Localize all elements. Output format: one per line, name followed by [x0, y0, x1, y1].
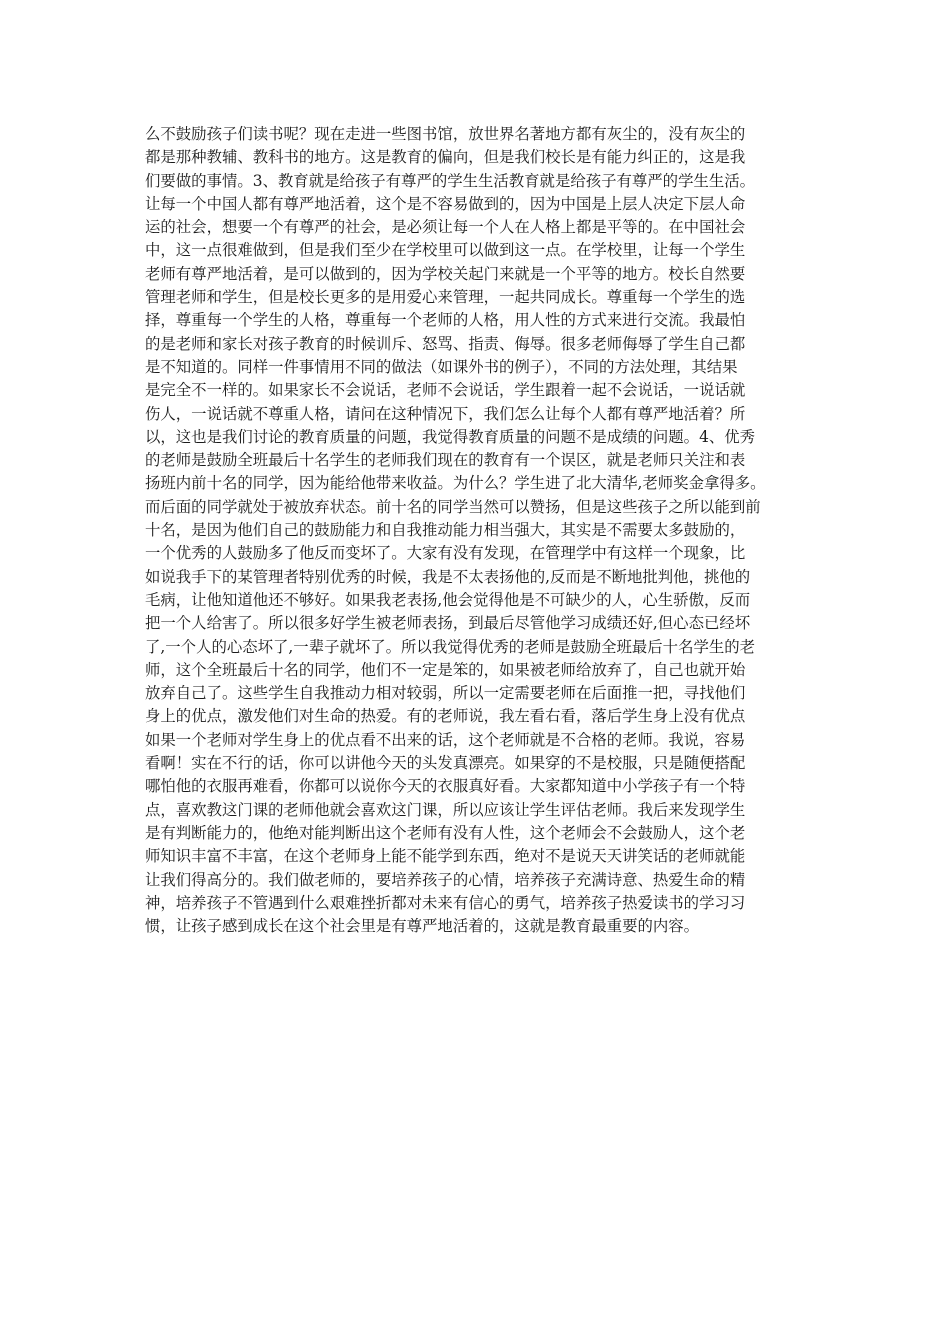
- text-line: 点，喜欢教这门课的老师他就会喜欢这门课，所以应该让学生评估老师。我后来发现学生: [145, 800, 746, 819]
- text-line: 师，这个全班最后十名的同学，他们不一定是笨的，如果被老师给放弃了，自己也就开始: [145, 660, 746, 679]
- body-text: [145, 123, 810, 938]
- text-line: 了,一个人的心态坏了,一辈子就坏了。所以我觉得优秀的老师是鼓励全班最后十名学生的老: [145, 637, 756, 656]
- text-line: 十名，是因为他们自己的鼓励能力和自我推动能力相当强大，其实是不需要太多鼓励的，: [145, 521, 746, 540]
- text-line: 身上的优点，激发他们对生命的热爱。有的老师说，我左看右看，落后学生身上没有优点: [145, 707, 746, 726]
- text-line: 放弃自己了。这些学生自我推动力相对较弱，所以一定需要老师在后面推一把，寻找他们: [145, 684, 746, 703]
- text-line: 们要做的事情。3、教育就是给孩子有尊严的学生生活教育就是给孩子有尊严的学生生活。: [145, 171, 756, 190]
- text-line: 扬班内前十名的同学，因为能给他带来收益。为什么？学生进了北大清华,老师奖金拿得多。: [145, 474, 766, 493]
- text-line: 把一个人给害了。所以很多好学生被老师表扬，到最后尽管他学习成绩还好,但心态已经坏: [145, 614, 751, 633]
- text-line: 伤人，一说话就不尊重人格，请问在这种情况下，我们怎么让每个人都有尊严地活着？所: [145, 404, 746, 423]
- text-line: 是有判断能力的，他绝对能判断出这个老师有没有人性，这个老师会不会鼓励人，这个老: [145, 823, 746, 842]
- text-line: 以，这也是我们讨论的教育质量的问题，我觉得教育质量的问题不是成绩的问题。4、优秀: [145, 427, 756, 446]
- text-line: 如说我手下的某管理者特别优秀的时候，我是不太表扬他的,反而是不断地批判他，挑他的: [145, 567, 751, 586]
- text-line: 如果一个老师对学生身上的优点看不出来的话，这个老师就是不合格的老师。我说，容易: [145, 730, 746, 749]
- text-line: 运的社会，想要一个有尊严的社会，是必须让每一个人在人格上都是平等的。在中国社会: [145, 218, 746, 237]
- text-line: 都是那种教辅、教科书的地方。这是教育的偏向，但是我们校长是有能力纠正的，这是我: [145, 148, 746, 167]
- text-line: 让每一个中国人都有尊严地活着，这个是不容易做到的，因为中国是上层人决定下层人命: [145, 194, 746, 213]
- text-line: 师知识丰富不丰富，在这个老师身上能不能学到东西，绝对不是说天天讲笑话的老师就能: [145, 847, 746, 866]
- text-line: 毛病，让他知道他还不够好。如果我老表扬,他会觉得他是不可缺少的人，心生骄傲，反而: [145, 590, 751, 609]
- text-line: 老师有尊严地活着，是可以做到的，因为学校关起门来就是一个平等的地方。校长自然要: [145, 264, 746, 283]
- text-line: 是完全不一样的。如果家长不会说话，老师不会说话，学生跟着一起不会说话，一说话就: [145, 381, 746, 400]
- text-line: 的是老师和家长对孩子教育的时候训斥、怒骂、指责、侮辱。很多老师侮辱了学生自己都: [145, 334, 746, 353]
- text-line: 择，尊重每一个学生的人格，尊重每一个老师的人格，用人性的方式来进行交流。我最怕: [145, 311, 746, 330]
- text-line: 么不鼓励孩子们读书呢？现在走进一些图书馆，放世界名著地方都有灰尘的，没有灰尘的: [145, 125, 746, 143]
- text-line: 神，培养孩子不管遇到什么艰难挫折都对未来有信心的勇气，培养孩子热爱读书的学习习: [145, 893, 746, 912]
- text-line: 而后面的同学就处于被放弃状态。前十名的同学当然可以赞扬，但是这些孩子之所以能到前: [145, 497, 761, 516]
- text-line: 中，这一点很难做到，但是我们至少在学校里可以做到这一点。在学校里，让每一个学生: [145, 241, 746, 260]
- text-line: 一个优秀的人鼓励多了他反而变坏了。大家有没有发现，在管理学中有这样一个现象，比: [145, 544, 746, 563]
- text-line: 看啊！实在不行的话，你可以讲他今天的头发真漂亮。如果穿的不是校服，只是随便搭配: [145, 754, 746, 773]
- text-line: 的老师是鼓励全班最后十名学生的老师我们现在的教育有一个误区，就是老师只关注和表: [145, 451, 746, 470]
- text-line: 惯，让孩子感到成长在这个社会里是有尊严地活着的，这就是教育最重要的内容。: [145, 917, 700, 936]
- text-line: 管理老师和学生，但是校长更多的是用爱心来管理，一起共同成长。尊重每一个学生的选: [145, 288, 746, 307]
- text-line: 让我们得高分的。我们做老师的，要培养孩子的心情，培养孩子充满诗意、热爱生命的精: [145, 870, 746, 889]
- text-line: 哪怕他的衣服再难看，你都可以说你今天的衣服真好看。大家都知道中小学孩子有一个特: [145, 777, 746, 796]
- text-line: 是不知道的。同样一件事情用不同的做法（如课外书的例子），不同的方法处理，其结果: [145, 357, 738, 376]
